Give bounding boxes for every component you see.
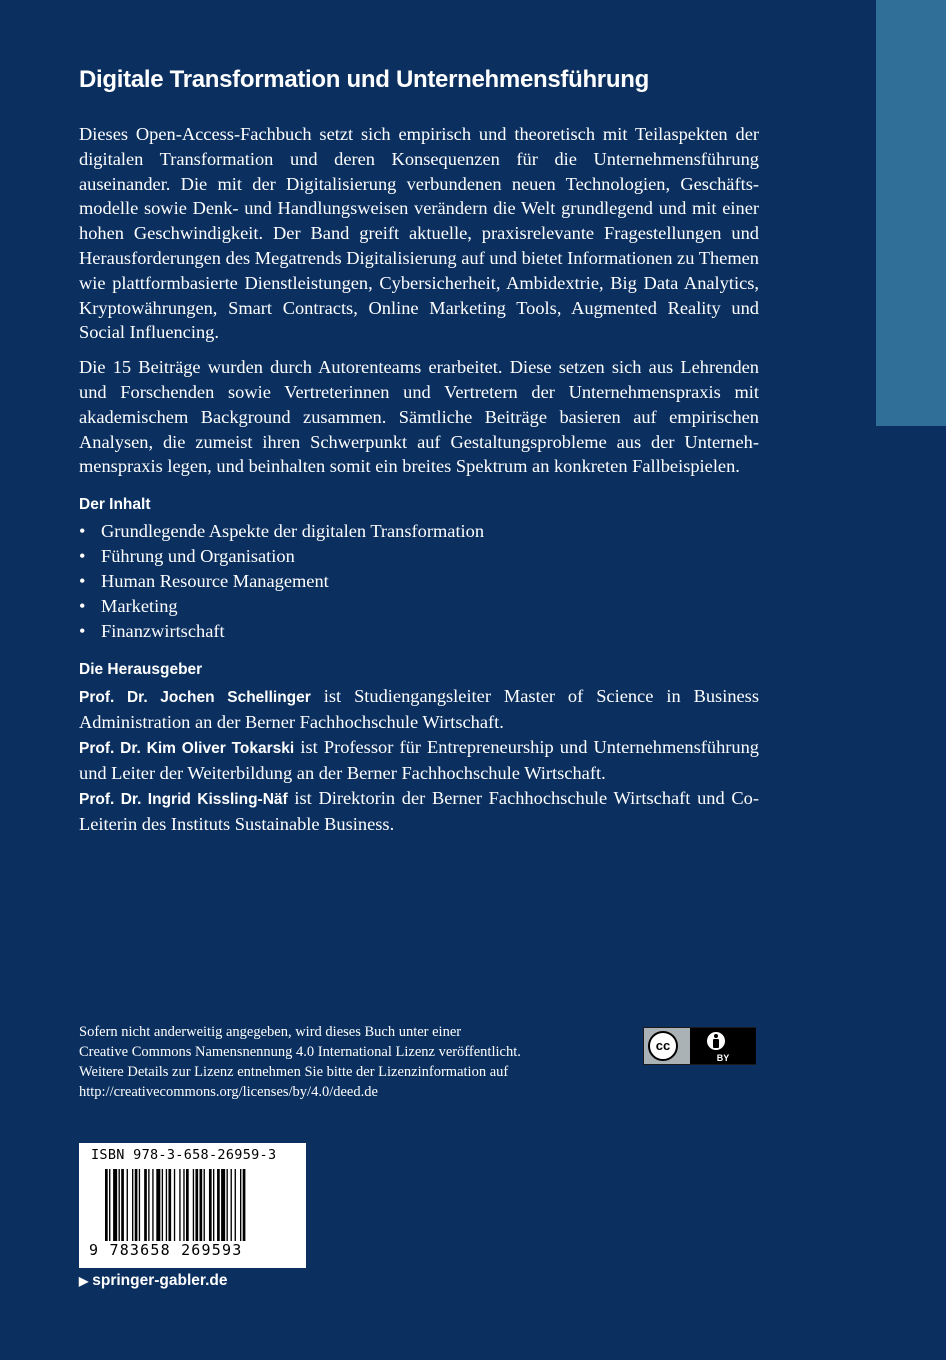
website-url: springer-gabler.de [92,1272,228,1289]
editor-name: Prof. Dr. Ingrid Kissling-Näf [79,791,288,809]
barcode-bar [227,1169,228,1241]
play-arrow-icon: ▶ [79,1274,89,1288]
back-cover-text [79,64,759,837]
barcode-bar [127,1169,128,1241]
list-item: • Führung und Organisation [79,544,759,569]
bullet-icon: • [79,571,86,592]
barcode-bar [235,1169,236,1241]
list-item: • Finanzwirtschaft [79,619,759,644]
attribution-person-icon [705,1030,727,1052]
editor-name: Prof. Dr. Jochen Schellinger [79,689,311,707]
barcode-bar [231,1169,232,1241]
bullet-icon: • [79,521,86,542]
bullet-icon: • [79,621,86,642]
barcode-bar [168,1169,171,1241]
license-notice [79,1022,599,1102]
isbn-barcode-box [79,1143,306,1268]
bullet-icon: • [79,596,86,617]
barcode-bar [109,1169,110,1241]
editor-description: ist Direktorin der Berner Fachhochschule Wirtschaft und Co-Leiterin des Instituts Sustainable Business. [79,788,759,835]
barcode-bar [144,1169,147,1241]
barcode-bar [105,1169,108,1241]
barcode-bar [209,1169,212,1241]
cc-by-badge [643,1027,756,1065]
barcode-bar [166,1169,167,1241]
list-item: • Grundlegende Aspekte der digitalen Transformation [79,519,759,544]
barcode-digits: 9 783658 269593 [89,1241,243,1259]
isbn-number: ISBN 978-3-658-26959-3 [91,1147,277,1163]
license-line: Weitere Details zur Lizenz entnehmen Sie bitte der Lizenzinformation auf [79,1064,509,1080]
barcode-bar [221,1169,225,1241]
editor-description: ist Studiengangsleiter Master of Science in Business Administration an der Berner Fachhochschule Wirtschaft. [79,686,759,733]
editor-bio-3 [79,786,759,837]
description-paragraph-1: Dieses Open-Access-Fachbuch setzt sich empirisch und theoretisch mit Teilaspekten der digitalen Transformation und deren Konsequenzen für die Unternehmensführung auseinander. Die mit der Digitalisierung verbundenen neuen Technologien, Geschäftsmodelle sowie Denk- und Handlungsweisen verändern die Welt grundlegend und mit einer hohen Geschwindigkeit. Der Band greift aktuelle, praxisrelevante Fragestellungen und Herausforderungen des Megatrends Digitalisierung auf und bietet Informationen zu Themen wie plattformbasierte Dienstleistungen, Cybersicherheit, Ambidextrie, Big Data Analytics, Kryptowährungen, Smart Contracts, Online Marketing Tools, Augmented Reality und Social Influencing. [79,124,759,343]
contents-heading: Der Inhalt [79,496,151,514]
barcode-bar [174,1169,175,1241]
barcode-bar [186,1169,189,1241]
publisher-website[interactable] [79,1272,227,1290]
contents-list [79,519,759,644]
creative-commons-icon: cc [648,1031,678,1061]
barcode-bar [217,1169,220,1241]
barcode-bar [193,1169,194,1241]
barcode-bar [156,1169,160,1241]
editor-name: Prof. Dr. Kim Oliver Tokarski [79,740,295,758]
accent-strip [876,0,946,426]
editor-bio-2 [79,735,759,786]
barcode-bar [135,1169,138,1241]
book-title: Digitale Transformation und Unternehmensführung [79,66,649,93]
bullet-icon: • [79,546,86,567]
barcode-bar [119,1169,120,1241]
barcode-bar [243,1169,246,1241]
license-line: Creative Commons Namensnennung 4.0 International Lizenz veröffentlicht. [79,1044,521,1060]
by-label: BY [716,1053,730,1063]
list-item: • Marketing [79,594,759,619]
barcode-icon [105,1169,285,1241]
list-item: • Human Resource Management [79,569,759,594]
barcode-bar [179,1169,180,1241]
barcode-bar [148,1169,149,1241]
description-paragraph-2: Die 15 Beiträge wurden durch Autorenteams erarbeitet. Diese setzen sich aus Lehrenden und Forschenden sowie Vertreterinnen und Vertretern der Unternehmenspraxis mit akademischem Background zusammen. Sämtliche Beiträge basieren auf empirischen Analysen, die zumeist ihren Schwerpunkt auf Gestaltungsprobleme aus der Unternehmenspraxis legen, und beinhalten somit ein breites Spektrum an konkreten Fallbeispielen. [79,357,759,477]
license-line: Sofern nicht anderweitig angegeben, wird dieses Buch unter einer [79,1024,462,1040]
barcode-bar [240,1169,241,1241]
barcode-bar [132,1169,133,1241]
barcode-bar [152,1169,153,1241]
barcode-bar [183,1169,184,1241]
barcode-bar [139,1169,140,1241]
editors-heading: Die Herausgeber [79,661,203,679]
editor-description: ist Professor für Entrepreneurship und Unternehmensführung und Leiter der Weiterbildung an der Berner Fachhochschule Wirtschaft. [79,737,760,784]
barcode-bar [204,1169,205,1241]
editor-bio-1 [79,684,759,735]
barcode-bar [113,1169,117,1241]
barcode-bar [195,1169,198,1241]
license-url[interactable]: http://creativecommons.org/licenses/by/4.0/deed.de [79,1084,378,1100]
barcode-bar [200,1169,203,1241]
barcode-bar [162,1169,163,1241]
barcode-bar [121,1169,124,1241]
barcode-bar [213,1169,214,1241]
